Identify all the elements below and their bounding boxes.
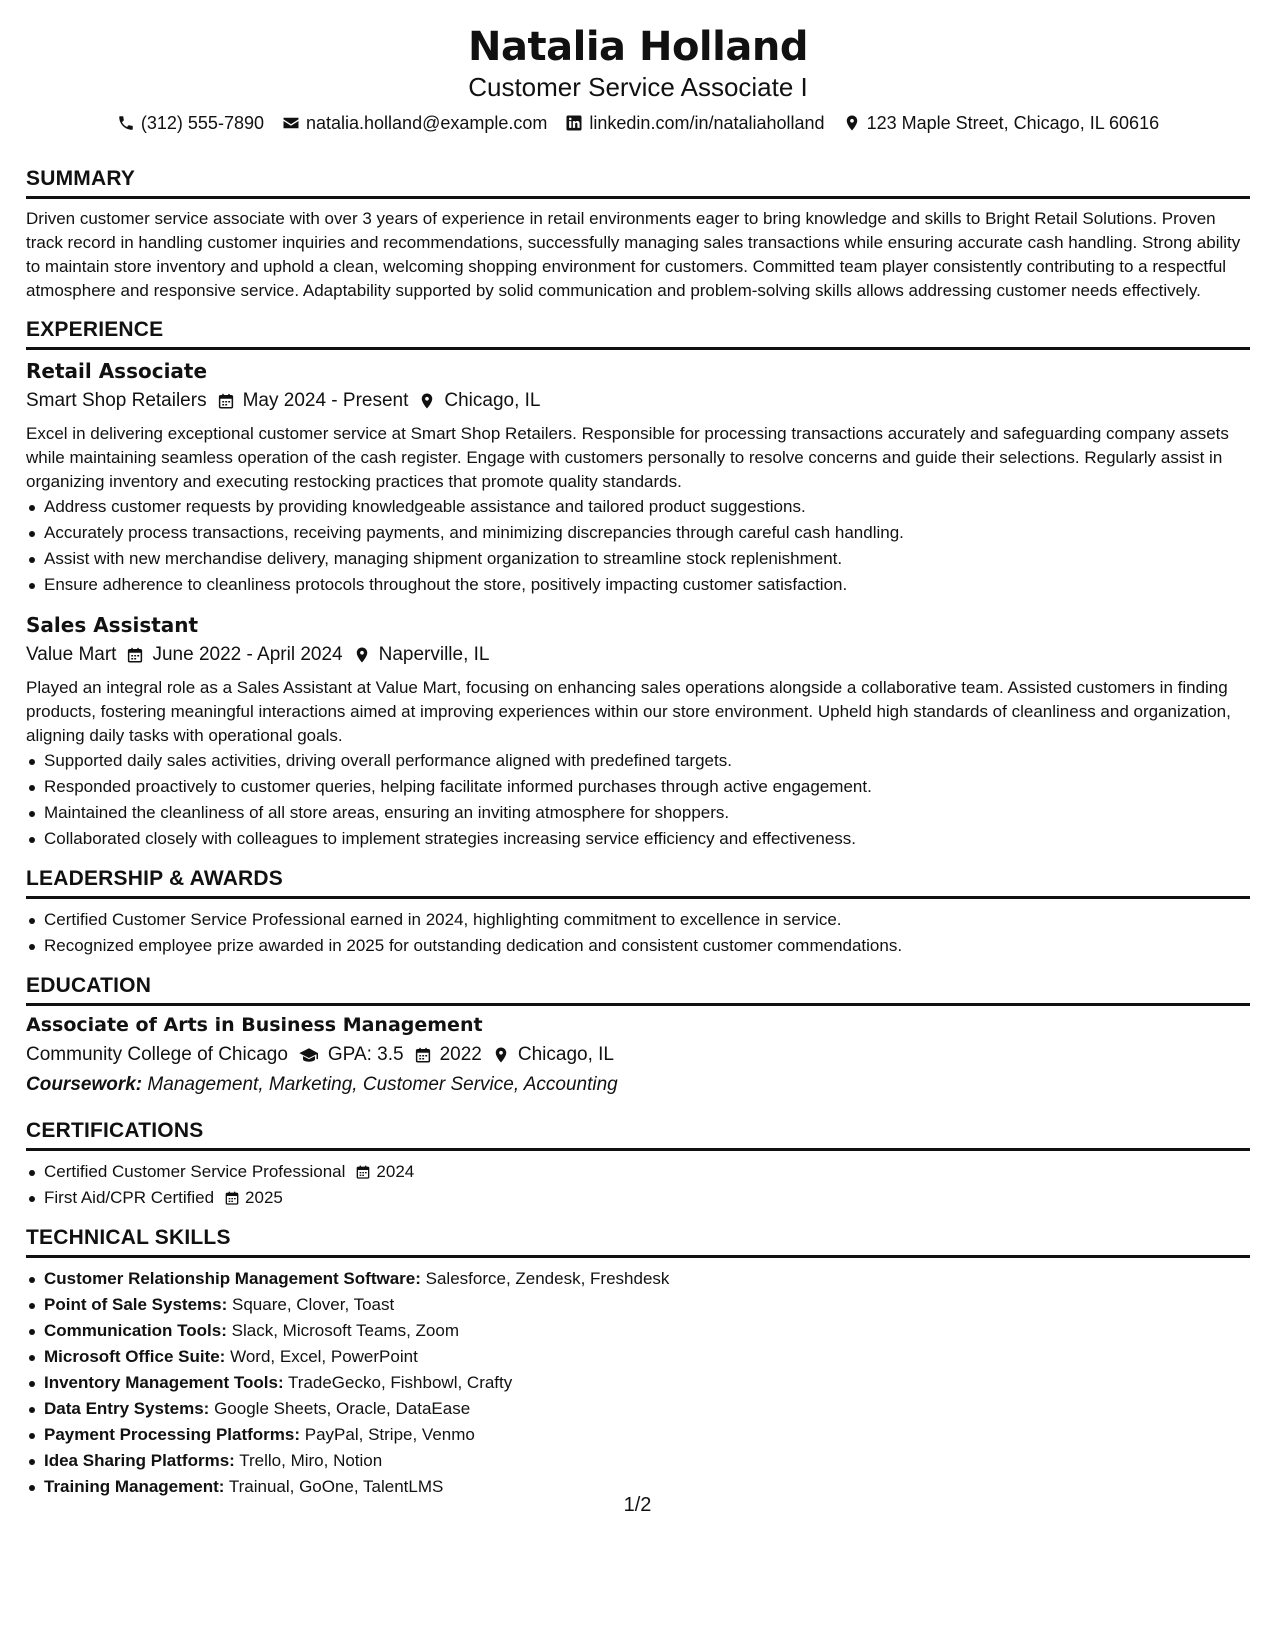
school-name: Community College of Chicago: [26, 1044, 288, 1065]
job-meta: [26, 640, 1250, 670]
skill-value: Slack, Microsoft Teams, Zoom: [231, 1321, 459, 1340]
calendar-icon: [414, 1046, 432, 1064]
job-company: Smart Shop Retailers: [26, 390, 207, 411]
calendar-icon: [126, 646, 144, 664]
page-number: 1/2: [623, 1494, 652, 1516]
skill-label: Customer Relationship Management Software:: [44, 1269, 421, 1288]
skill-label: Point of Sale Systems:: [44, 1295, 228, 1314]
education-location: [492, 1040, 614, 1070]
phone-icon: [117, 114, 135, 132]
certification-year: [355, 1159, 414, 1185]
linkedin-icon: [565, 114, 583, 132]
candidate-name: Natalia Holland: [468, 24, 808, 70]
skills-section: [26, 1225, 1250, 1500]
job-dates: [217, 386, 409, 416]
skill-label: Data Entry Systems:: [44, 1399, 210, 1418]
certification-name: Certified Customer Service Professional: [44, 1162, 346, 1181]
leadership-section: [26, 866, 1250, 959]
contact-email[interactable]: [282, 110, 547, 136]
list-item: Assist with new merchandise delivery, managing shipment organization to streamline stock replenishment.: [26, 546, 1250, 572]
leadership-list: [26, 907, 1250, 959]
certification-year: [224, 1185, 283, 1211]
list-item: Certified Customer Service Professional earned in 2024, highlighting commitment to excellence in service.: [26, 907, 1250, 933]
skill-value: Square, Clover, Toast: [232, 1295, 395, 1314]
job-bullets: [26, 494, 1250, 598]
map-pin-icon: [843, 114, 861, 132]
list-item: Supported daily sales activities, driving overall performance aligned with predefined targets.: [26, 748, 1250, 774]
contact-linkedin[interactable]: [565, 110, 824, 136]
certifications-heading: CERTIFICATIONS: [26, 1118, 1250, 1151]
list-item: Recognized employee prize awarded in 2025 for outstanding dedication and consistent customer commendations.: [26, 933, 1250, 959]
certification-name: First Aid/CPR Certified: [44, 1188, 215, 1207]
graduation-cap-icon: [298, 1046, 320, 1064]
leadership-heading: LEADERSHIP & AWARDS: [26, 866, 1250, 899]
skill-value: Trello, Miro, Notion: [239, 1451, 383, 1470]
contact-line: [26, 110, 1250, 136]
contact-address-text: 123 Maple Street, Chicago, IL 60616: [866, 113, 1160, 133]
job-meta: [26, 386, 1250, 416]
list-item: [26, 1422, 1250, 1448]
skill-label: Idea Sharing Platforms:: [44, 1451, 235, 1470]
education-meta: [26, 1040, 1250, 1070]
coursework-text: Management, Marketing, Customer Service, Accounting: [147, 1074, 618, 1095]
list-item: Maintained the cleanliness of all store areas, ensuring an inviting atmosphere for shoppers.: [26, 800, 1250, 826]
education-year: [414, 1040, 482, 1070]
summary-section: [26, 166, 1250, 303]
list-item: [26, 1159, 1250, 1185]
job-bullets: [26, 748, 1250, 852]
gpa-text: GPA: 3.5: [327, 1044, 404, 1065]
list-item: Collaborated closely with colleagues to implement strategies increasing service efficiency and effectiveness.: [26, 826, 1250, 852]
experience-heading: EXPERIENCE: [26, 317, 1250, 350]
skill-value: Google Sheets, Oracle, DataEase: [214, 1399, 471, 1418]
education-year-text: 2022: [439, 1044, 482, 1065]
job-entry: [26, 610, 1250, 852]
summary-text: Driven customer service associate with over 3 years of experience in retail environments eager to bring knowledge and skills to Bright Retail Solutions. Proven track record in handling customer inquiries and recommendations, successfully managing sales transactions while ensuring accurate cash handling. Strong ability to maintain store inventory and uphold a clean, welcoming shopping environment for customers. Committed team player consistently contributing to a respectful atmosphere and responsive service. Adaptability supported by solid communication and problem-solving skills allows addressing customer needs effectively.: [26, 209, 1241, 300]
job-description: Excel in delivering exceptional customer service at Smart Shop Retailers. Responsible for processing transactions accurately and safeguarding company assets while maintaining seamless operation of the cash register. Engage with customers personally to resolve concerns and guide their selections. Regularly assist in organizing inventory and executing restocking practices that promote quality standards.: [26, 424, 1229, 491]
job-title: Sales Assistant: [26, 613, 199, 637]
education-location-text: Chicago, IL: [517, 1044, 614, 1065]
map-pin-icon: [492, 1046, 510, 1064]
certification-year-text: 2025: [245, 1188, 283, 1207]
job-entry: [26, 356, 1250, 598]
certifications-list: [26, 1159, 1250, 1211]
summary-heading: SUMMARY: [26, 166, 1250, 199]
map-pin-icon: [418, 392, 436, 410]
contact-linkedin-text: linkedin.com/in/nataliaholland: [589, 113, 825, 133]
list-item: [26, 1448, 1250, 1474]
skill-value: Word, Excel, PowerPoint: [230, 1347, 418, 1366]
coursework-label: Coursework:: [26, 1074, 143, 1095]
list-item: [26, 1370, 1250, 1396]
degree-title: Associate of Arts in Business Management: [26, 1014, 483, 1036]
list-item: [26, 1318, 1250, 1344]
experience-section: [26, 317, 1250, 852]
job-description: Played an integral role as a Sales Assistant at Value Mart, focusing on enhancing sales operations alongside a collaborative team. Assisted customers in finding products, fostering meaningful interactions aimed at improving experiences within our store environment. Upheld high standards of cleanliness and organization, aligning daily tasks with operational goals.: [26, 678, 1231, 745]
job-location: [353, 640, 490, 670]
job-location: [418, 386, 540, 416]
list-item: Address customer requests by providing knowledgeable assistance and tailored product suggestions.: [26, 494, 1250, 520]
list-item: [26, 1396, 1250, 1422]
contact-address: [843, 110, 1160, 136]
coursework-line: [26, 1070, 1250, 1100]
job-dates-text: June 2022 - April 2024: [152, 644, 343, 665]
resume-page: [26, 22, 1250, 1500]
skill-label: Inventory Management Tools:: [44, 1373, 284, 1392]
calendar-icon: [224, 1190, 240, 1206]
education-section: [26, 973, 1250, 1100]
skill-label: Payment Processing Platforms:: [44, 1425, 301, 1444]
education-heading: EDUCATION: [26, 973, 1250, 1006]
map-pin-icon: [353, 646, 371, 664]
job-dates: [126, 640, 342, 670]
list-item: [26, 1292, 1250, 1318]
skill-value: TradeGecko, Fishbowl, Crafty: [288, 1373, 513, 1392]
list-item: Responded proactively to customer queries, helping facilitate informed purchases through active engagement.: [26, 774, 1250, 800]
calendar-icon: [217, 392, 235, 410]
list-item: [26, 1266, 1250, 1292]
job-company: Value Mart: [26, 644, 117, 665]
certifications-section: [26, 1118, 1250, 1211]
list-item: [26, 1185, 1250, 1211]
job-dates-text: May 2024 - Present: [242, 390, 409, 411]
skills-heading: TECHNICAL SKILLS: [26, 1225, 1250, 1258]
calendar-icon: [355, 1164, 371, 1180]
education-gpa: [298, 1040, 404, 1070]
certification-year-text: 2024: [376, 1162, 415, 1181]
contact-email-text: natalia.holland@example.com: [305, 113, 548, 133]
contact-phone-text: (312) 555-7890: [140, 113, 264, 133]
skill-value: PayPal, Stripe, Venmo: [304, 1425, 475, 1444]
skills-list: [26, 1266, 1250, 1500]
candidate-title: Customer Service Associate I: [468, 72, 808, 102]
job-title: Retail Associate: [26, 359, 208, 383]
skill-label: Communication Tools:: [44, 1321, 227, 1340]
list-item: [26, 1344, 1250, 1370]
list-item: Ensure adherence to cleanliness protocols throughout the store, positively impacting customer satisfaction.: [26, 572, 1250, 598]
list-item: Accurately process transactions, receiving payments, and minimizing discrepancies through careful cash handling.: [26, 520, 1250, 546]
envelope-icon: [282, 114, 300, 132]
skill-label: Training Management:: [44, 1477, 225, 1496]
job-location-text: Naperville, IL: [378, 644, 490, 665]
skill-label: Microsoft Office Suite:: [44, 1347, 226, 1366]
skill-value: Salesforce, Zendesk, Freshdesk: [425, 1269, 670, 1288]
job-location-text: Chicago, IL: [444, 390, 541, 411]
skill-value: Trainual, GoOne, TalentLMS: [228, 1477, 444, 1496]
contact-phone[interactable]: [117, 110, 264, 136]
